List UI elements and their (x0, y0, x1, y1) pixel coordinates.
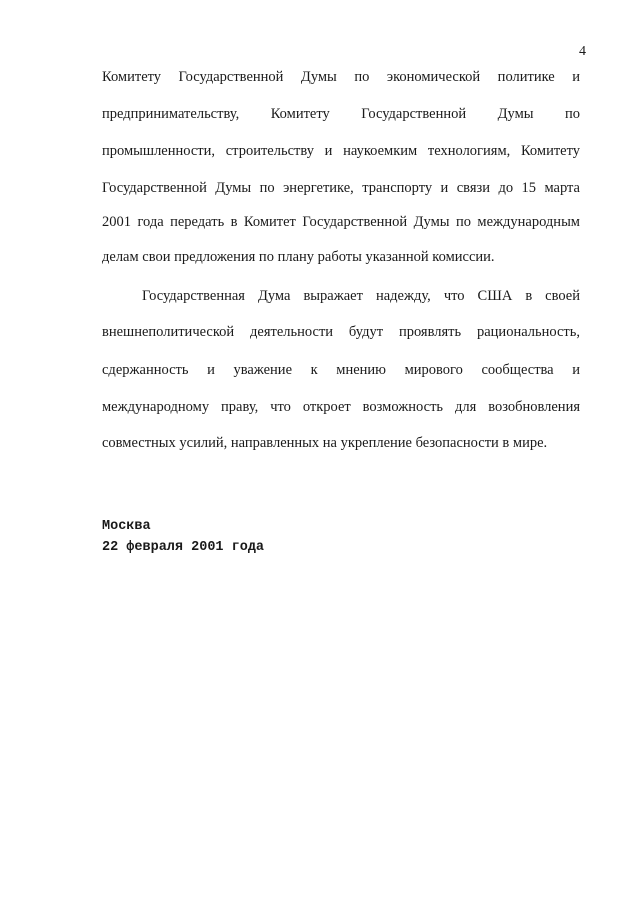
signature-date: 22 февраля 2001 года (102, 540, 265, 555)
signature-city: Москва (102, 519, 151, 534)
text-line: предпринимательству, Комитету Государственной Думы по (102, 106, 580, 122)
text-line: сдержанность и уважение к мнению мирового сообщества и (102, 362, 580, 378)
text-line: внешнеполитической деятельности будут проявлять рациональность, (102, 324, 580, 340)
text-line: промышленности, строительству и наукоемким технологиям, Комитету (102, 143, 580, 159)
text-line: 2001 года передать в Комитет Государственной Думы по международным (102, 214, 580, 230)
text-line: Государственная Дума выражает надежду, что США в своей (142, 288, 580, 304)
text-line: Государственной Думы по энергетике, транспорту и связи до 15 марта (102, 180, 580, 196)
text-line: международному праву, что откроет возможность для возобновления (102, 399, 580, 415)
text-line: совместных усилий, направленных на укрепление безопасности в мире. (102, 435, 548, 451)
text-line: делам свои предложения по плану работы указанной комиссии. (102, 249, 495, 265)
text-line: Комитету Государственной Думы по экономической политике и (102, 69, 580, 85)
page-number: 4 (579, 44, 586, 59)
